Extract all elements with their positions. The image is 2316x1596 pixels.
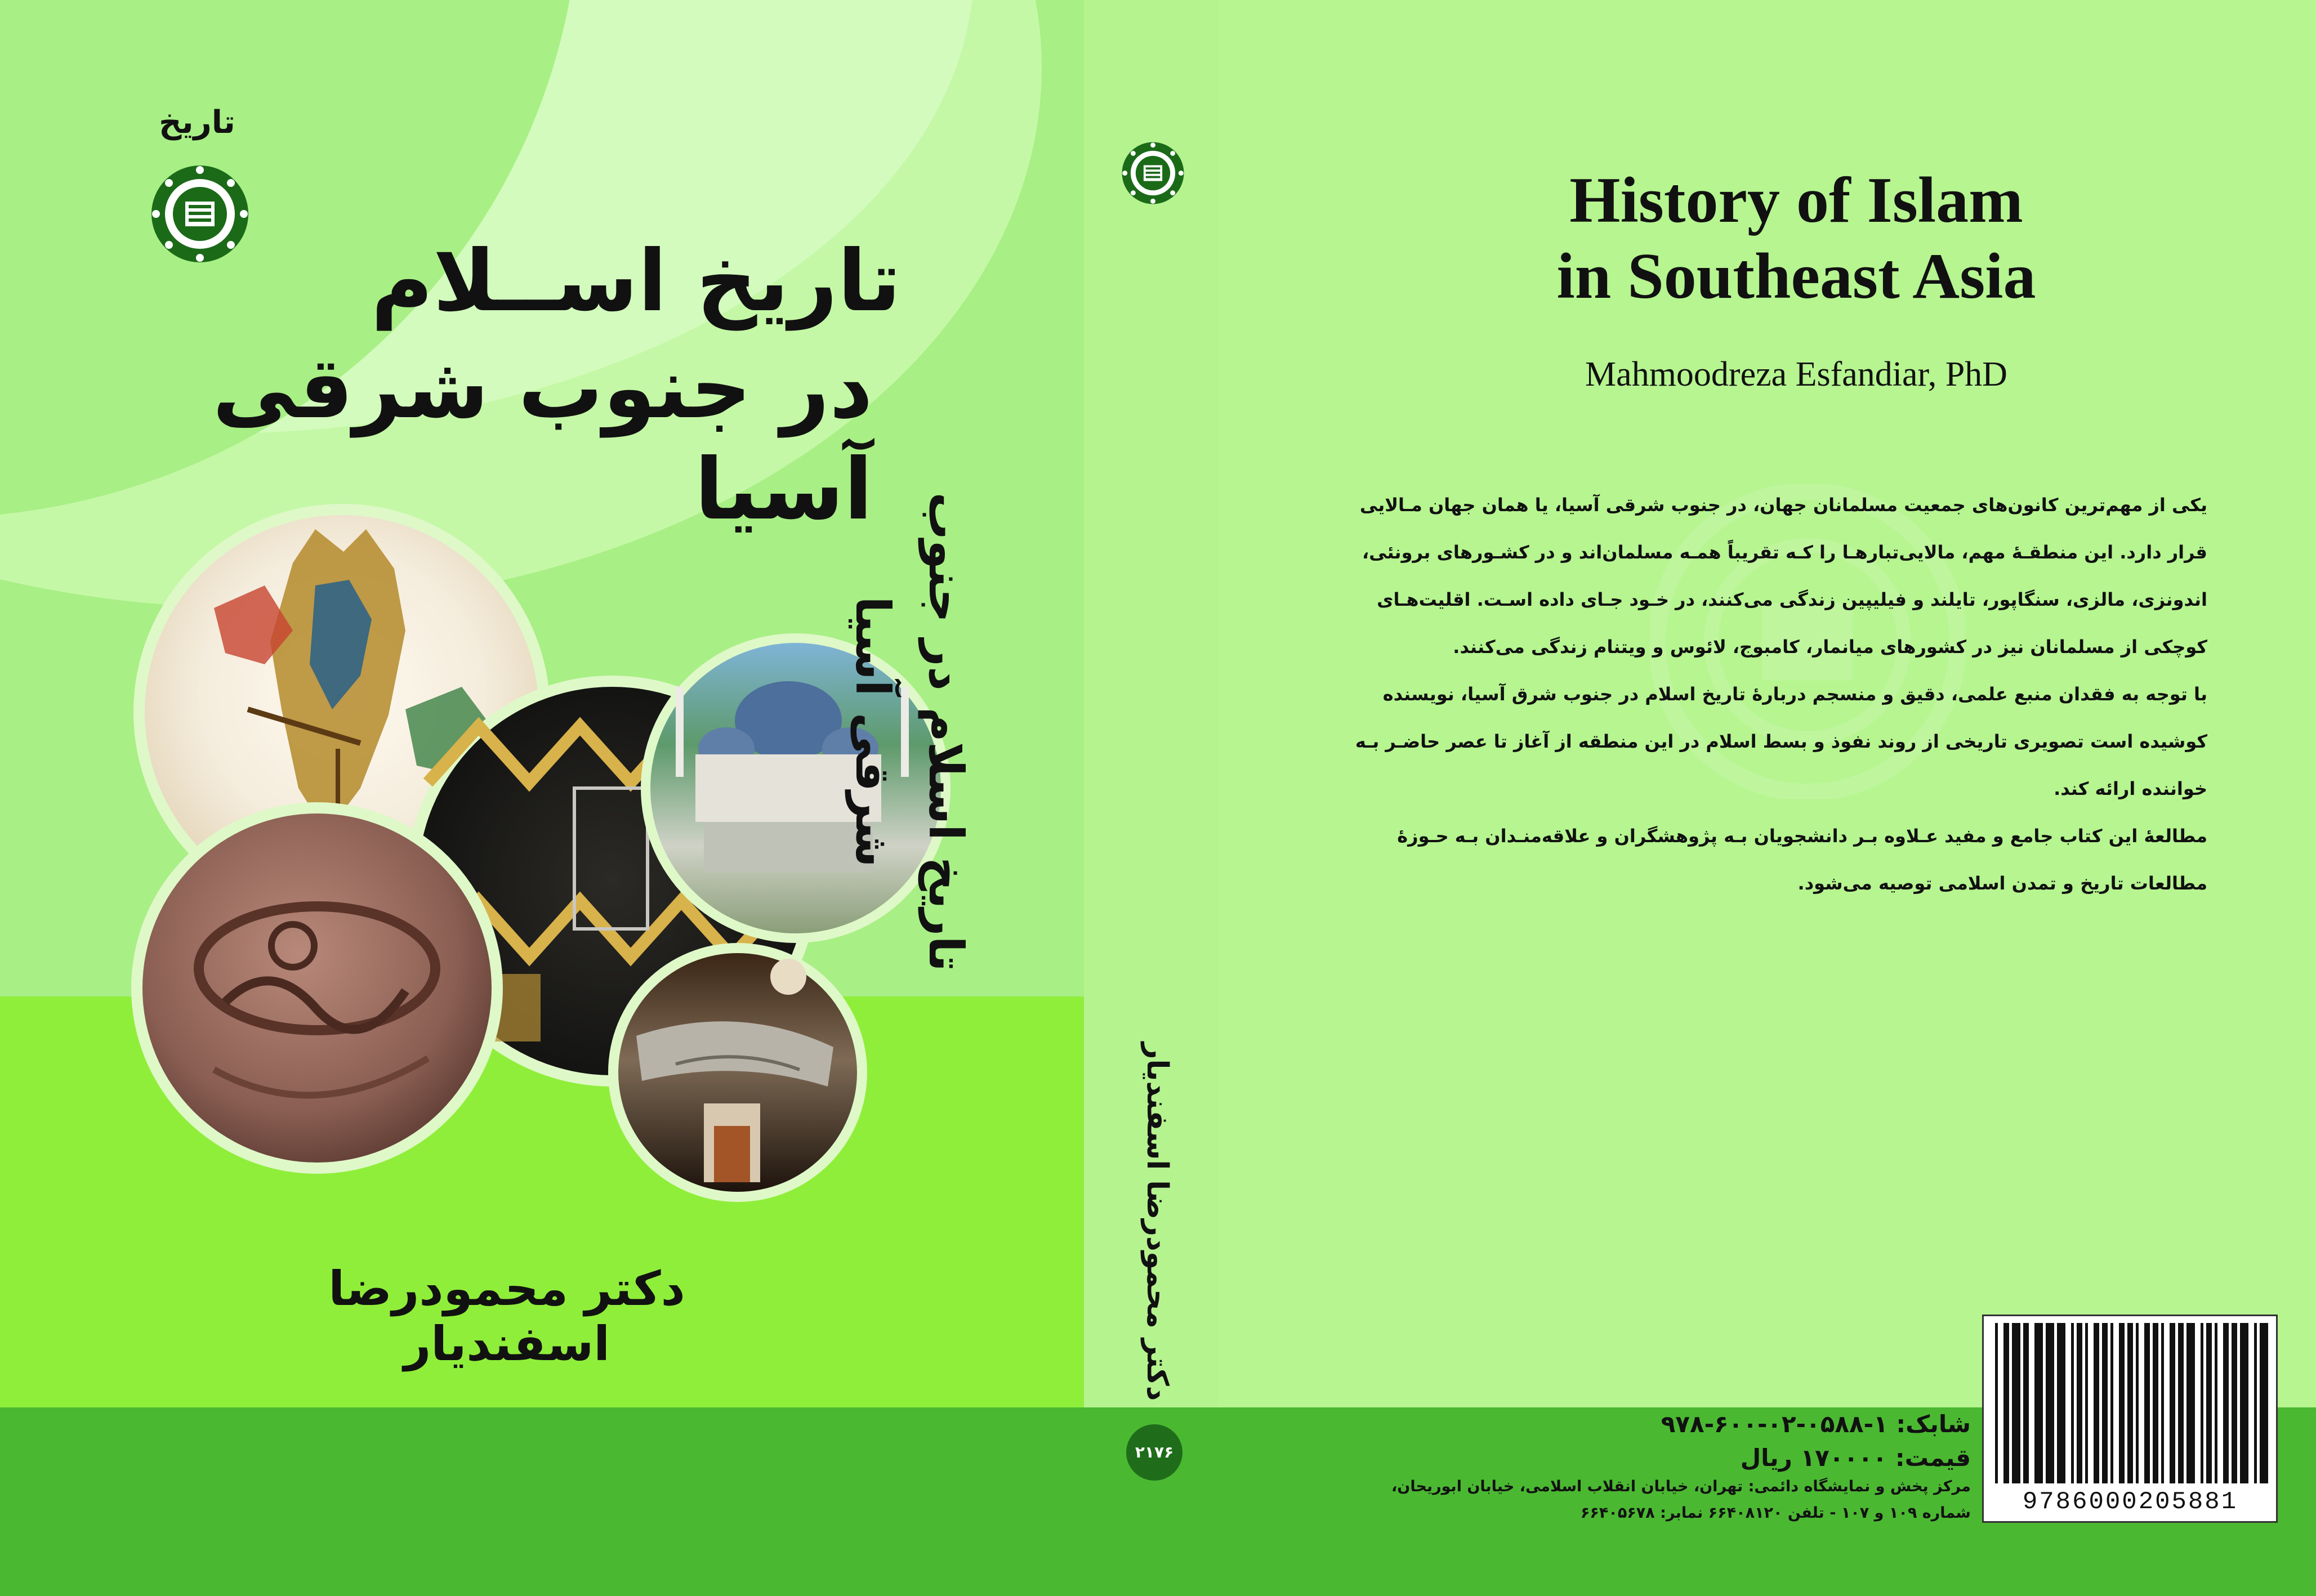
barcode-bar: [2186, 1323, 2195, 1483]
barcode-bar: [2071, 1323, 2074, 1483]
barcode-bar: [2232, 1323, 2237, 1483]
barcode-bar: [2240, 1323, 2248, 1483]
barcode-bar: [2260, 1323, 2268, 1483]
barcode-bar: [2144, 1323, 2150, 1483]
barcode-bar: [2046, 1323, 2054, 1483]
barcode-bar: [2178, 1323, 2184, 1483]
back-author: Mahmoodreza Esfandiar, PhD: [1585, 355, 2007, 394]
barcode-bar: [2161, 1323, 2164, 1483]
barcode-bar: [2127, 1323, 2133, 1483]
barcode-bar: [1995, 1323, 1998, 1483]
barcode-bar: [2102, 1323, 2108, 1483]
barcode-bar: [2012, 1323, 2020, 1483]
barcode-bar: [2034, 1323, 2043, 1483]
blurb-line: قرار دارد. این منطقـهٔ مهم، مالایی‌تبارهـا را کـه تقریباً همـه مسلمان‌اند و در کشـورهای برونئی،: [1362, 542, 2207, 563]
blurb-line: یکی از مهم‌ترین کانون‌های جمعیت مسلمانان جهان، در جنوب شرقی آسیا، یا همان جهان مـالایی: [1359, 494, 2207, 516]
barcode-bar: [2077, 1323, 2082, 1483]
back-title-line-2: in Southeast Asia: [1556, 240, 2036, 312]
price: قیمت: ۱۷۰۰۰۰ ریال: [1740, 1444, 1971, 1472]
front-title-line-1: تاریخ اســلام: [371, 233, 901, 330]
barcode-bar: [2110, 1323, 2113, 1483]
barcode-bar: [2119, 1323, 2125, 1483]
barcode-bar: [2170, 1323, 2175, 1483]
blurb-line: کوچکی از مسلمانان نیز در کشورهای میانمار، کامبوج، لائوس و ویتنام زندگی می‌کنند.: [1453, 636, 2207, 658]
engraved-calligraphy-plate-photo: [131, 802, 503, 1174]
front-author: دکتر محمودرضا اسفندیار: [328, 1261, 685, 1371]
barcode-bar: [2206, 1323, 2212, 1483]
barcode-digits: 9786000205881: [2022, 1488, 2238, 1516]
engraved-dagger-photo: [608, 943, 867, 1202]
barcode-bar: [2003, 1323, 2009, 1483]
blurb-line: مطالعهٔ این کتاب جامع و مفید عـلاوه بـر دانشجویان بـه پژوهشگران و علاقه‌منـدان بـه حـوزهٔ: [1397, 825, 2207, 847]
barcode-bar: [2223, 1323, 2229, 1483]
blurb-line: مطالعات تاریخ و تمدن اسلامی توصیه می‌شود.: [1797, 873, 2207, 894]
blurb-line: با توجه به فقدان منبع علمی، دقیق و منسجم دربارهٔ تاریخ اسلام در جنوب شرق آسیا، نویسنده: [1382, 683, 2207, 705]
barcode-bar: [2254, 1323, 2257, 1483]
barcode-bar: [2057, 1323, 2065, 1483]
publisher-address-line-1: مرکز پخش و نمایشگاه دائمی: تهران، خیابان انقلاب اسلامی، خیابان ابوریحان،: [1391, 1478, 1971, 1495]
spine-publisher-logo-icon: [1121, 141, 1185, 205]
barcode-bar: [2201, 1323, 2203, 1483]
barcode-bar: [2215, 1323, 2217, 1483]
spine-author: دکتر محمودرضا اسفندیار: [1140, 1042, 1174, 1401]
spine-book-number: ۲۱۷۶: [1126, 1424, 1182, 1481]
barcode-bar: [2153, 1323, 2158, 1483]
blurb-line: کوشیده است تصویری تاریخی از روند نفوذ و بسط اسلام در این منطقه از آغاز تا عصر حاضـر بـه: [1355, 731, 2207, 752]
series-label: تاریخ: [159, 104, 235, 141]
isbn: شابک: ۱-۰۵۸۸-۰۲-۶۰۰-۹۷۸: [1661, 1410, 1971, 1438]
barcode: [1982, 1315, 2278, 1523]
barcode-bars: [1992, 1323, 2270, 1486]
blurb-line: اندونزی، مالزی، سنگاپور، تایلند و فیلیپین زندگی می‌کنند، در خـود جـای داده اسـت. اقلیت‌هـای: [1377, 589, 2207, 610]
publisher-address-line-2: شماره ۱۰۹ و ۱۰۷ - تلفن ۶۶۴۰۸۱۲۰ نمابر: ۶۶۴۰۵۶۷۸: [1580, 1504, 1971, 1522]
barcode-bar: [2136, 1323, 2139, 1483]
back-title-line-1: History of Islam: [1569, 164, 2023, 236]
barcode-bar: [2085, 1323, 2088, 1483]
barcode-bar: [2023, 1323, 2029, 1483]
blurb-line: خواننده ارائه کند.: [2054, 778, 2207, 799]
spine-title: تاریخ اسلام در جنوب شرقی آسیا: [845, 492, 974, 972]
back-blurb: [1340, 481, 2207, 907]
barcode-bar: [2094, 1323, 2099, 1483]
front-title-line-2: در جنوب شرقی آسیا: [212, 339, 873, 539]
